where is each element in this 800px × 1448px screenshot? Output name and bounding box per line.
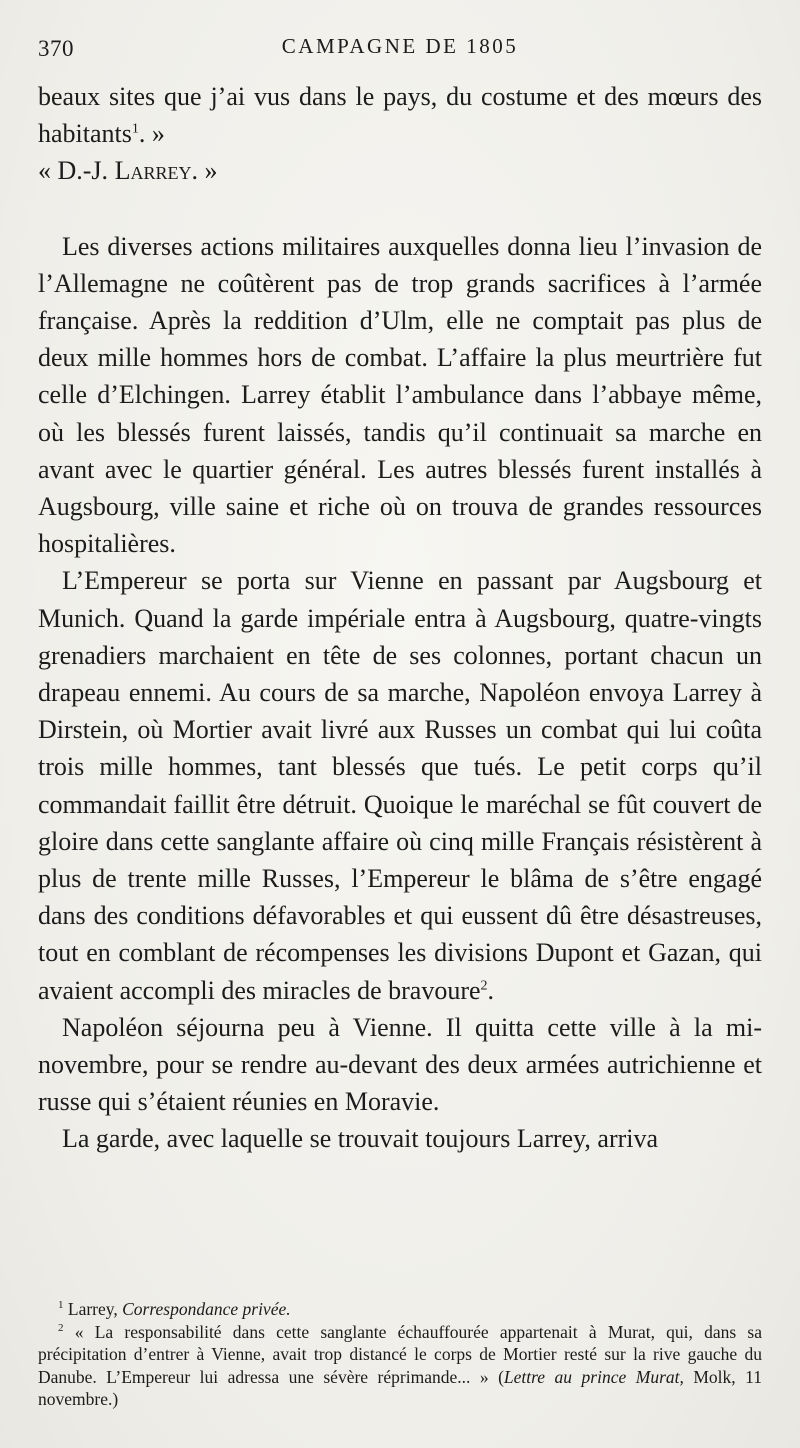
paragraph-1: Les diverses actions militaires auxquelles donna lieu l’invasion de l’Allemagne ne coûtèrent pas de trop grands sacrifices à l’armée française. Après la reddition d’Ulm, elle ne comptait pas plus de deux mille hommes hors de combat. L’affaire la plus meurtrière fut celle d’Elchingen. Larrey établit l’ambulance dans l’abbaye même, où les blessés furent laissés, tandis qu’il continuait sa marche en avant avec le quartier général. Les autres blessés furent installés à Augsbourg, ville saine et riche où on trouva de grandes ressources hospitalières. xyxy=(38,231,762,559)
body-text xyxy=(38,78,762,1158)
footnote-1-title: Correspondance privée. xyxy=(122,1299,291,1319)
footnote-2-text: « La responsabilité dans cette sanglante échauffourée appartenait à Murat, qui, dans sa précipitation d’entrer à Vienne, avait trop distancé le corps de Mortier resté sur la rive gauche du Danube. L’Empereur lui adressa une sévère réprimande... » ( xyxy=(38,1321,763,1387)
signature-close: . » xyxy=(191,156,218,186)
signature-open: « D.-J. xyxy=(38,156,115,186)
signature xyxy=(38,152,762,189)
quote-end: . » xyxy=(138,119,165,149)
running-title: CAMPAGNE DE 1805 xyxy=(281,34,519,58)
paragraph-2-text: L’Empereur se porta sur Vienne en passant par Augsbourg et Munich. Quand la garde impériale entra à Augsbourg, quatre-vingts grenadiers marchaient en tête de ses colonnes, portant chacun un drapeau ennemi. Au cours de sa marche, Napoléon envoya Larrey à Dirstein, où Mortier avait livré aux Russes un combat qui lui coûta trois mille hommes, tant blessés que tués. Le petit corps qu’il commandait faillit être détruit. Quoique le maréchal se fût couvert de gloire dans cette sanglante affaire où cinq mille Français résistèrent à plus de trente mille Russes, l’Empereur le blâma de s’être engagé dans des conditions défavorables et qui eussent dû être désastreuses, tout en comblant de récompenses les divisions Dupont et Gazan, qui avaient accompli des miracles de bravoure xyxy=(38,566,762,1005)
section-gap xyxy=(38,190,762,228)
footnote-1-mark: 1 xyxy=(58,1299,64,1312)
page-number: 370 xyxy=(38,36,74,61)
footnote-2 xyxy=(38,1321,762,1411)
footnote-ref-2: 2 xyxy=(480,978,488,994)
page-header xyxy=(38,30,762,70)
footnote-2-title: Lettre au prince Murat, xyxy=(503,1366,684,1387)
quote-text: beaux sites que j’ai vus dans le pays, du costume et des mœurs des habitants xyxy=(38,82,762,149)
footnote-2-mark: 2 xyxy=(58,1321,64,1334)
paragraph-4: La garde, avec laquelle se trouvait toujours Larrey, arriva xyxy=(62,1124,659,1154)
footnote-1-author: Larrey, xyxy=(67,1299,123,1319)
paragraph-2-end: . xyxy=(487,975,495,1005)
footnote-1 xyxy=(38,1298,762,1321)
footnote-ref-1: 1 xyxy=(131,121,139,137)
paragraph-3: Napoléon séjourna peu à Vienne. Il quitta cette ville à la mi-novembre, pour se rendre au-devant des deux armées autrichienne et russe qui s’étaient réunies en Moravie. xyxy=(38,1012,762,1117)
signature-name: Larrey xyxy=(114,156,192,186)
quote-paragraph xyxy=(38,78,762,152)
paragraph-2 xyxy=(38,562,762,1008)
footnote-2-end: Molk, 11 novembre.) xyxy=(38,1366,762,1409)
footnotes xyxy=(38,1298,762,1411)
